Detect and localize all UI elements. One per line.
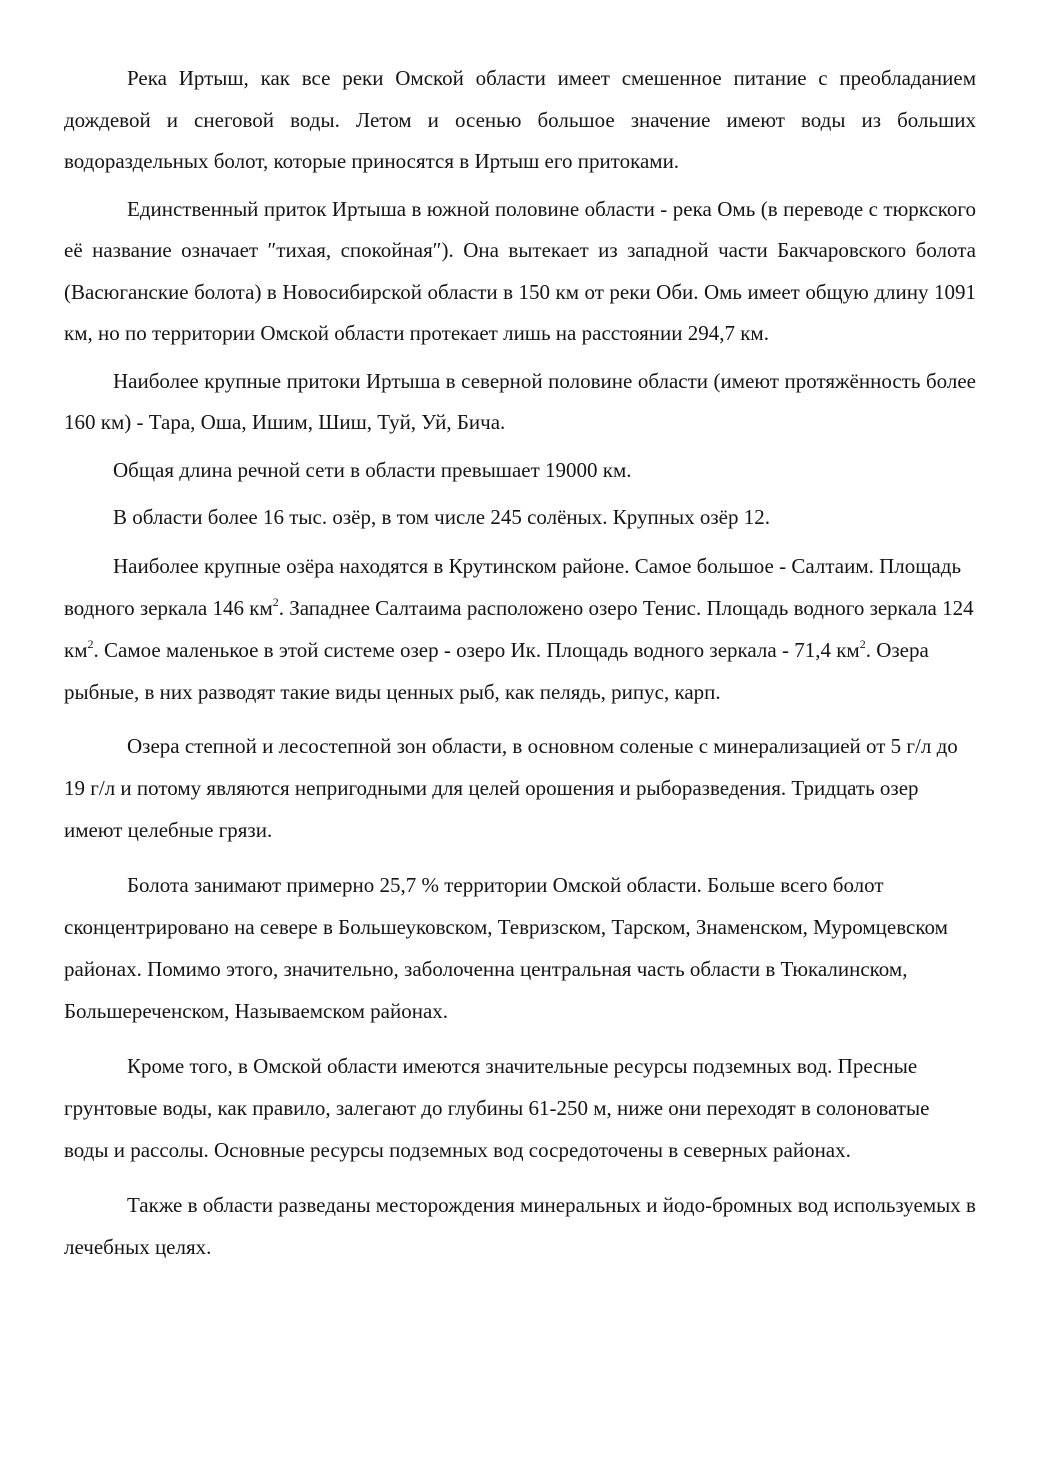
paragraph-groundwater: Кроме того, в Омской области имеются значительные ресурсы подземных вод. Пресные грунтовые воды, как правило, залегают до глубины 61-250 м, ниже они переходят в солоноватые воды и рассолы. Основные ресурсы подземных вод сосредоточены в северных районах. bbox=[64, 1053, 930, 1162]
largest-lakes-text-2: . Западнее Салтаима расположено озеро Тенис. Площадь водного зеркала 124 км bbox=[64, 595, 974, 662]
document-page bbox=[64, 58, 976, 1268]
largest-lakes-text-3: . Самое маленькое в этой системе озер - озеро Ик. Площадь водного зеркала - 71,4 км bbox=[93, 637, 860, 662]
largest-lakes-text-4: . Озера рыбные, в них разводят такие виды ценных рыб, как пелядь, рипус, карп. bbox=[64, 637, 929, 704]
superscript-squared: 2 bbox=[859, 636, 866, 651]
largest-lakes-text-1: Наиболее крупные озёра находятся в Крутинском районе. Самое большое - Салтаим. Площадь водного зеркала 146 км bbox=[64, 553, 962, 620]
paragraph-steppe-lakes: Озера степной и лесостепной зон области, в основном соленые с минерализацией от 5 г/л до 19 г/л и потому являются непригодными для целей орошения и рыборазведения. Тридцать озер имеют целебные грязи. bbox=[64, 733, 958, 842]
paragraph-lakes-count: В области более 16 тыс. озёр, в том числе 245 солёных. Крупных озёр 12. bbox=[113, 505, 770, 529]
superscript-squared: 2 bbox=[87, 636, 94, 651]
paragraph-mineral-waters: Также в области разведаны месторождения минеральных и йодо-бромных вод используемых в лечебных целях. bbox=[64, 1192, 976, 1259]
paragraph-swamps: Болота занимают примерно 25,7 % территории Омской области. Больше всего болот сконцентрировано на севере в Большеуковском, Тевризском, Тарском, Знаменском, Муромцевском районах. Помимо этого, значительно, заболоченна центральная часть области в Тюкалинском, Большереченском, Называемском районах. bbox=[64, 872, 948, 1023]
superscript-squared: 2 bbox=[272, 594, 279, 609]
paragraph-irtysh-feeding: Река Иртыш, как все реки Омской области имеет смешенное питание с преобладанием дождевой и снеговой воды. Летом и осенью большое значение имеют воды из больших водораздельных болот, которые приносятся в Иртыш его притоками. bbox=[64, 66, 976, 173]
paragraph-om-river: Единственный приток Иртыша в южной половине области - река Омь (в переводе с тюркского её название означает ″тихая, спокойная″). Она вытекает из западной части Бакчаровского болота (Васюганские болота) в Новосибирской области в 150 км от реки Оби. Омь имеет общую длину 1091 км, но по территории Омской области протекает лишь на расстоянии 294,7 км. bbox=[64, 196, 976, 345]
paragraph-largest-lakes bbox=[64, 545, 976, 713]
paragraph-northern-tributaries: Наиболее крупные притоки Иртыша в северной половине области (имеют протяжённость более 160 км) - Тара, Оша, Ишим, Шиш, Туй, Уй, Бича. bbox=[64, 368, 976, 434]
paragraph-river-network: Общая длина речной сети в области превышает 19000 км. bbox=[113, 457, 632, 482]
